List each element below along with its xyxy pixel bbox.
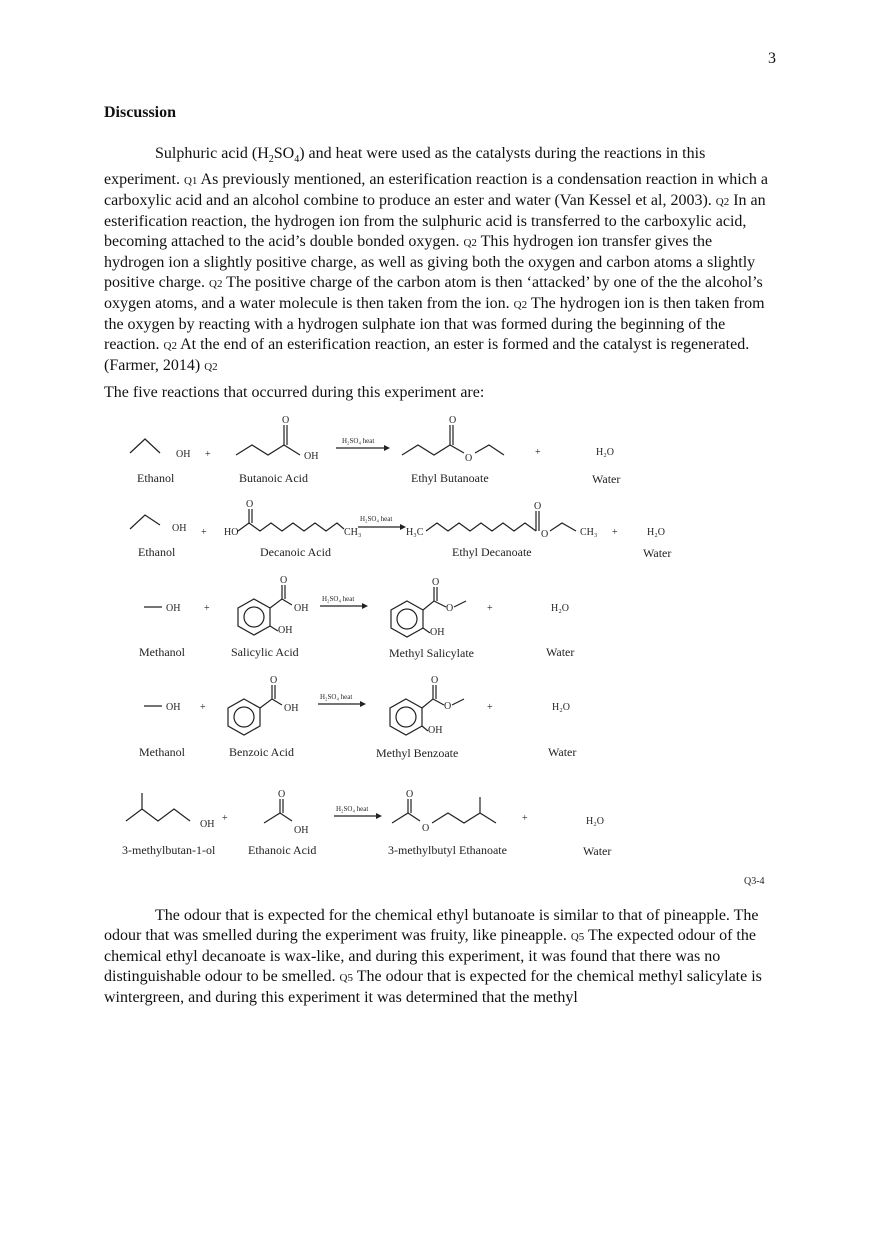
- discussion-paragraph-odour: [104, 906, 776, 1008]
- reaction-row-3: [139, 575, 574, 660]
- methyl-salicylate-ring: [391, 601, 423, 637]
- reaction-row-1: [130, 415, 620, 486]
- reaction-row-4: [139, 675, 576, 760]
- atom-label: OH: [428, 725, 443, 736]
- water-formula: H₂O: [596, 447, 614, 458]
- text-run: The positive charge of the carbon atom is then ‘attacked’ by one of the the alcohol’s oxygen atoms, and a water molecule is then taken from the ion.: [104, 274, 763, 313]
- isoamyl-acetate-structure: [392, 799, 420, 823]
- plus-sign: +: [487, 702, 493, 713]
- butanoic-acid-structure: [236, 445, 300, 455]
- ester-name: 3-methylbutyl Ethanoate: [388, 843, 507, 857]
- text-run: This hydrogen ion transfer gives the hydrogen ion a slightly positive charge, as well as giving both the oxygen and carbon atoms a slightly positive charge.: [104, 233, 756, 292]
- figure-question-tag: Q3-4: [744, 876, 765, 887]
- atom-label: O: [446, 603, 454, 614]
- alcohol-name: Methanol: [139, 645, 185, 659]
- plus-sign: +: [535, 447, 541, 458]
- water-name: Water: [548, 745, 577, 759]
- reactions-intro: The five reactions that occurred during this experiment are:: [104, 384, 485, 401]
- atom-label: OH: [294, 603, 309, 614]
- plus-sign: +: [205, 449, 211, 460]
- water-formula: H₂O: [586, 816, 604, 827]
- decanoic-acid-structure: [238, 523, 344, 531]
- water-formula: H₂O: [552, 702, 570, 713]
- atom-label: O: [432, 577, 440, 588]
- atom-label: O: [541, 529, 549, 540]
- ethanol-structure: [130, 515, 160, 529]
- salicylic-acid-ring: [238, 599, 270, 635]
- reaction-condition: H₂SO₄ heat: [320, 693, 353, 701]
- text-run: ) and heat were used as the catalysts during the reactions in this experiment.: [104, 145, 706, 189]
- text-run: The odour that is expected for the chemical methyl salicylate is wintergreen, and during this experiment it was determined that the methyl: [104, 968, 762, 1006]
- reaction-condition: H₂SO₄ heat: [342, 437, 375, 445]
- isoamyl-alcohol-structure: [126, 793, 190, 821]
- ethyl-butanoate-structure: [402, 445, 464, 455]
- alcohol-name: Ethanol: [138, 545, 176, 559]
- question-marker: Q1: [183, 175, 198, 188]
- plus-sign: +: [612, 527, 618, 538]
- discussion-paragraph-1: [104, 144, 776, 377]
- atom-label: OH: [200, 819, 215, 830]
- atom-label: OH: [294, 825, 309, 836]
- atom-label: O: [282, 415, 290, 426]
- atom-label: OH: [176, 449, 191, 460]
- text-run: Sulphuric acid (H: [155, 145, 269, 162]
- acid-name: Benzoic Acid: [229, 745, 294, 759]
- atom-label: O: [431, 675, 439, 686]
- section-heading: Discussion: [104, 104, 177, 121]
- page-number: 3: [768, 50, 776, 67]
- reaction-condition: H₂SO₄ heat: [336, 805, 369, 813]
- atom-label: CH₃: [580, 527, 598, 538]
- question-marker: Q2: [209, 278, 223, 291]
- acid-name: Salicylic Acid: [231, 645, 299, 659]
- plus-sign: +: [522, 813, 528, 824]
- subscript: 4: [294, 154, 300, 166]
- ethanol-structure: [130, 439, 160, 453]
- acid-name: Ethanoic Acid: [248, 843, 317, 857]
- water-name: Water: [643, 546, 672, 560]
- ester-name: Methyl Benzoate: [376, 746, 459, 760]
- atom-label: OH: [166, 702, 181, 713]
- water-name: Water: [546, 645, 575, 659]
- atom-label: O: [280, 575, 288, 586]
- ethanoic-acid-structure: [264, 799, 292, 823]
- atom-label: O: [246, 499, 254, 510]
- text-run: The expected odour of the chemical ethyl decanoate is wax-like, and during this experiment, it was found that there was no distinguishable odour to be smelled.: [104, 927, 756, 985]
- question-marker: Q5: [339, 972, 353, 984]
- acid-name: Decanoic Acid: [260, 545, 331, 559]
- alcohol-name: Methanol: [139, 745, 185, 759]
- reaction-scheme-svg: [104, 405, 776, 891]
- reaction-scheme-figure: [104, 405, 776, 891]
- atom-label: OH: [430, 627, 445, 638]
- subscript: 2: [268, 154, 274, 166]
- methyl-benzoate-ring: [390, 699, 422, 735]
- atom-label: O: [278, 789, 286, 800]
- text-run: As previously mentioned, an esterification reaction is a condensation reaction in which a carboxylic acid and an alcohol combine to produce an ester and water (Van Kessel et al, 2003).: [104, 171, 768, 210]
- atom-label: O: [406, 789, 414, 800]
- water-formula: H₂O: [551, 603, 569, 614]
- atom-label: OH: [172, 523, 187, 534]
- alcohol-name: Ethanol: [137, 471, 175, 485]
- plus-sign: +: [201, 527, 207, 538]
- text-run: SO: [273, 145, 295, 162]
- atom-label: O: [444, 701, 452, 712]
- water-name: Water: [583, 844, 612, 858]
- atom-label: OH: [278, 625, 293, 636]
- reaction-condition: H₂SO₄ heat: [360, 515, 393, 523]
- question-marker: Q2: [204, 361, 218, 374]
- question-marker: Q2: [715, 196, 730, 209]
- plus-sign: +: [200, 702, 206, 713]
- atom-label: CH₃: [344, 527, 362, 538]
- atom-label: O: [465, 453, 473, 464]
- atom-label: O: [270, 675, 278, 686]
- text-run: In an esterification reaction, the hydrogen ion from the sulphuric acid is transferred to the carboxylic acid, becoming attached to the acid’s double bonded oxygen.: [104, 192, 766, 251]
- text-run: At the end of an esterification reaction, an ester is formed and the catalyst is regenerated. (Farmer, 2014): [104, 336, 750, 375]
- acid-name: Butanoic Acid: [239, 471, 308, 485]
- atom-label: OH: [166, 603, 181, 614]
- question-marker: Q2: [463, 237, 477, 250]
- atom-label: HO: [224, 527, 239, 538]
- reaction-row-2: [130, 499, 671, 560]
- atom-label: H₃C: [406, 527, 424, 538]
- water-name: Water: [592, 472, 621, 486]
- atom-label: OH: [304, 451, 319, 462]
- atom-label: O: [449, 415, 457, 426]
- reaction-condition: H₂SO₄ heat: [322, 595, 355, 603]
- question-marker: Q2: [513, 299, 528, 312]
- atom-label: OH: [284, 703, 299, 714]
- plus-sign: +: [204, 603, 210, 614]
- question-marker: Q2: [163, 340, 177, 353]
- plus-sign: +: [487, 603, 493, 614]
- text-run: The hydrogen ion is then taken from the oxygen by reacting with a hydrogen sulphate ion that was formed during the beginning of the reaction.: [104, 295, 765, 354]
- water-formula: H₂O: [647, 527, 665, 538]
- reaction-row-5: [122, 789, 611, 858]
- plus-sign: +: [222, 813, 228, 824]
- benzoic-acid-ring: [228, 699, 260, 735]
- ethyl-decanoate-structure: [426, 523, 536, 531]
- ester-name: Ethyl Butanoate: [411, 471, 489, 485]
- alcohol-name: 3-methylbutan-1-ol: [122, 843, 216, 857]
- atom-label: O: [422, 823, 430, 834]
- atom-label: O: [534, 501, 542, 512]
- question-marker: Q5: [570, 931, 585, 943]
- text-run: The odour that is expected for the chemical ethyl butanoate is similar to that of pineapple. The odour that was smelled during the experiment was fruity, like pineapple.: [104, 907, 759, 944]
- ester-name: Methyl Salicylate: [389, 646, 474, 660]
- ester-name: Ethyl Decanoate: [452, 545, 532, 559]
